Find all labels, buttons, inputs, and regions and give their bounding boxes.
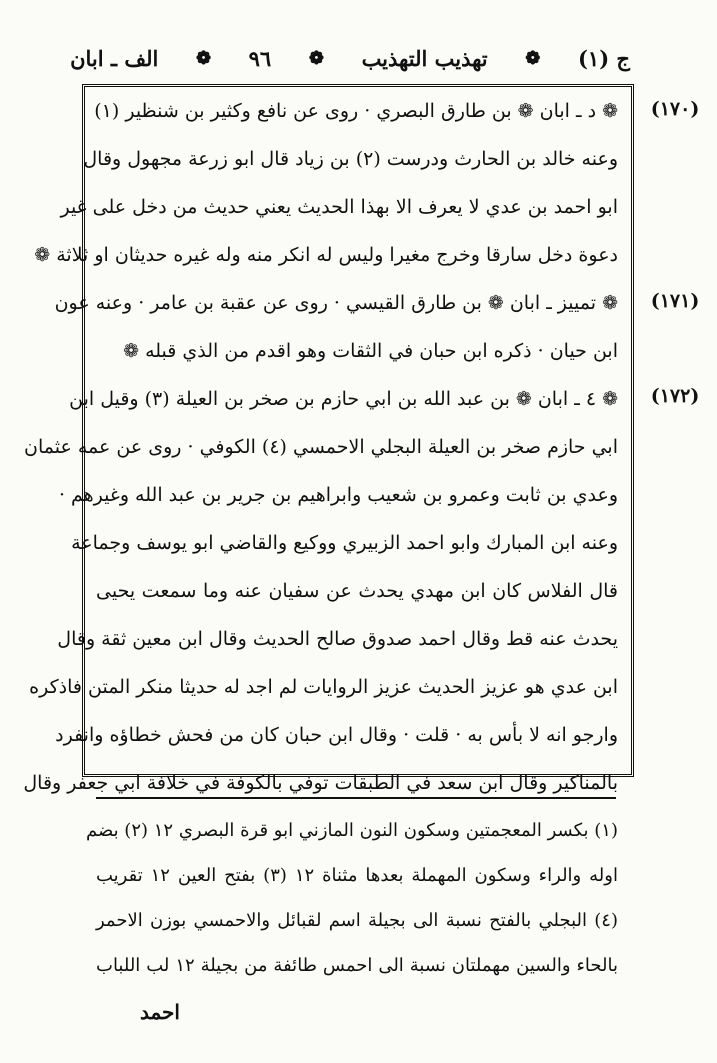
catchword: احمد: [140, 1000, 180, 1024]
text-line: دعوة دخل سارقا وخرج مغيرا وليس له انكر منه وله غيره حديثان او ثلاثة ❁: [34, 244, 618, 266]
text-line: ❁ ٤ ـ ابان ❁ بن عبد الله بن ابي حازم بن صخر بن العيلة (٣) وقيل ابن: [69, 388, 618, 410]
footnote-line: (١) بكسر المعجمتين وسكون النون المازني ابو قرة البصري ١٢ (٢) بضم: [85, 820, 618, 841]
text-line: ❁ د ـ ابان ❁ بن طارق البصري · روى عن نافع وكثير بن شنظير (١): [94, 100, 618, 122]
ornament-icon: ❁: [308, 47, 324, 69]
entry-number: (١٧١): [650, 290, 700, 312]
page-number: ٩٦: [248, 45, 272, 71]
text-line: ابن حيان · ذكره ابن حبان في الثقات وهو اقدم من الذي قبله ❁: [123, 340, 618, 362]
entry-number: (١٧٢): [650, 385, 700, 407]
text-line: بالمناكير وقال ابن سعد في الطبقات توفي بالكوفة في خلافة ابي جعفر وقال: [23, 772, 618, 794]
text-line: يحدث عنه قط وقال احمد صدوق صالح الحديث وقال ابن معين ثقة وقال: [57, 628, 618, 650]
volume-label: ج (١): [577, 45, 630, 71]
text-line: قال الفلاس كان ابن مهدي يحدث عن سفيان عنه وما سمعت يحيى: [96, 580, 618, 602]
text-line: ابو احمد بن عدي لا يعرف الا بهذا الحديث يعني حديث من دخل على غير: [60, 196, 618, 218]
ornament-icon: ❁: [525, 47, 541, 69]
ornament-icon: ❁: [195, 47, 212, 69]
text-line: وعنه خالد بن الحارث ودرست (٢) بن زياد قال ابو زرعة مجهول وقال: [83, 148, 618, 170]
text-line: ابي حازم صخر بن العيلة البجلي الاحمسي (٤) الكوفي · روى عن عمه عثمان: [24, 436, 618, 458]
footnote-line: اوله والراء وسكون المهملة بعدها مثناة ١٢ (٣) بفتح العين ١٢ تقريب: [96, 865, 618, 886]
text-line: ابن عدي هو عزيز الحديث عزيز الروايات لم اجد له حديثا منكر المتن فاذكره: [29, 676, 618, 698]
footnotes: [23, 0, 618, 1063]
section-label: الف ـ ابان: [70, 45, 159, 71]
text-line: ❁ تمييز ـ ابان ❁ بن طارق القيسي · روى عن عقبة بن عامر · وعنه عون: [54, 292, 618, 314]
text-line: وارجو انه لا بأس به · قلت · وقال ابن حبان كان من فحش خطاؤه وانفرد: [55, 724, 618, 746]
text-line: وعدي بن ثابت وعمرو بن شعيب وابراهيم بن جرير بن عبد الله وغيرهم ·: [58, 484, 618, 506]
footnote-line: بالحاء والسين مهملتان نسبة الى احمس طائفة من بجيلة ١٢ لب اللباب: [96, 955, 618, 976]
footnote-line: (٤) البجلي بالفتح نسبة الى بجيلة اسم لقبائل والاحمسي بوزن الاحمر: [96, 910, 618, 931]
book-title: تهذيب التهذيب: [361, 45, 488, 71]
text-line: وعنه ابن المبارك وابو احمد الزبيري ووكيع والقاضي ابو يوسف وجماعة: [71, 532, 618, 554]
entry-number: (١٧٠): [650, 98, 700, 120]
